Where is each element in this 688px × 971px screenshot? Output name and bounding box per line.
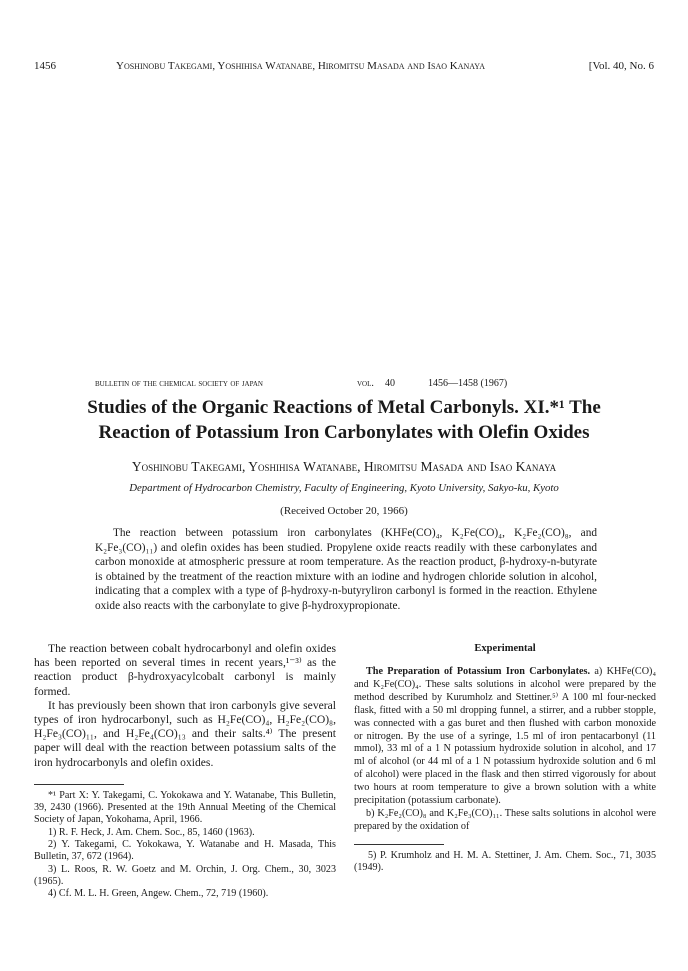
affiliation: Department of Hydrocarbon Chemistry, Faculty of Engineering, Kyoto University, Sakyo-ku, Kyoto [129,482,559,494]
footnote-star: *¹ Part X: Y. Takegami, C. Yokokawa and Y. Watanabe, This Bulletin, 39, 2430 (1966). Presented at the 19th Annual Meeting of the Chemical Society of Japan, Yokohama, April, 1966. [34,789,336,826]
intro-paragraph-1: The reaction between cobalt hydrocarbonyl and olefin oxides has been reported on several times in recent years,¹⁻³⁾ as the reaction product β-hydroxyacylcobalt carbonyl is mainly formed. [34,642,336,698]
journal-line [95,377,595,391]
left-column [34,642,336,901]
intro-text [34,642,336,770]
right-column [354,642,656,874]
article-title [60,395,628,445]
running-header-volume: [Vol. 40, No. 6 [588,60,654,72]
author-line: Yoshinobu Takegami, Yoshihisa Watanabe, Hiromitsu Masada and Isao Kanaya [131,459,557,474]
journal-name: bulletin of the chemical society of japan [95,378,263,389]
footnotes-left [34,790,336,901]
footnote-2: 2) Y. Takegami, C. Yokokawa, Y. Watanabe and H. Masada, This Bulletin, 37, 672 (1964). [34,839,336,863]
journal-vol-number: 40 [385,378,395,389]
running-header [34,59,654,73]
footnote-5: 5) P. Krumholz and H. M. A. Stettiner, J. Am. Chem. Soc., 71, 3035 (1949). [354,849,656,874]
experimental-paragraph-a: a) KHFe(CO)₄ and K₂Fe(CO)₄. These salts solutions in alcohol were prepared by the method described by Kurumholz and Stettiner.⁵⁾ A 100 ml four-necked flask, fitted with a 50 ml dropping funnel, a stirrer, and a rubber stopple, was connected with a gas buret and then flushed with carbon monoxide or nitrogen. By the use of a syringe, 1.5 ml of iron pentacarbonyl (11 mmol), 33 ml of a 1 N potassium hydroxide solution in alcohol, and 17 ml of alcohol (or 44 ml of a 1 N potassium hydroxide solution and 6 ml of alcohol) were placed in the flask and then stirred vigorously for about two hours at room temperature to give a brown solution with a white precipitation (potassium carbonate). [354,666,657,807]
subsection-heading: The Preparation of Potassium Iron Carbonylates. [366,666,591,677]
intro-paragraph-2: It has previously been shown that iron carbonyls give several types of iron hydrocarbonyl, such as H₂Fe(CO)₄, H₂Fe₂(CO)₈, H₂Fe₃(CO)₁₁, and H₂Fe₄(CO)₁₃ and their salts.⁴⁾ The present paper will deal with the reaction between potassium salts of the iron hydrocarbonyls and olefin oxides. [34,698,336,769]
footnote-4: 4) Cf. M. L. H. Green, Angew. Chem., 72, 719 (1960). [48,888,269,900]
footnote-3: 3) L. Roos, R. W. Goetz and M. Orchin, J. Org. Chem., 30, 3023 (1965). [34,863,336,887]
footnote-1: 1) R. F. Heck, J. Am. Chem. Soc., 85, 1460 (1963). [48,826,255,838]
journal-pages-year: 1456—1458 (1967) [428,378,508,389]
footnotes-right [354,850,656,875]
journal-vol-label: vol. [357,378,374,389]
abstract [95,526,597,614]
received-date: (Received October 20, 1966) [280,505,408,517]
page-number: 1456 [34,60,56,72]
experimental-text [354,666,656,834]
section-heading-experimental: Experimental [474,643,536,654]
title-line-1: Studies of the Organic Reactions of Metal Carbonyls. XI.*¹ The [87,397,601,418]
abstract-text: The reaction between potassium iron carbonylates (KHFe(CO)₄, K₂Fe(CO)₄, K₂Fe₂(CO)₈, and K₂Fe₃(CO)₁₁) and olefin oxides has been studied. Propylene oxide reacts readily with these carbonylates and carbon monoxide at atmospheric pressure at room temperature. As the reaction product, β-hydroxy-n-butyrate is obtained by the treatment of the reaction mixture with an iodine and hydrogen chloride solution in alcohol, indicating that a complex with a type of β-hydroxy-n-butyryliron carbonyl is formed in the reaction. Ethylene oxide also reacts with the carbonylate to give β-hydroxypropionate. [95,527,597,612]
title-line-2: Reaction of Potassium Iron Carbonylates with Olefin Oxides [98,422,590,443]
experimental-paragraph-b: b) K₂Fe₂(CO)₈ and K₂Fe₃(CO)₁₁. These salts solutions in alcohol were prepared by the oxidation of [354,807,656,832]
running-header-authors: Yoshinobu Takegami, Yoshihisa Watanabe, Hiromitsu Masada and Isao Kanaya [116,60,485,72]
